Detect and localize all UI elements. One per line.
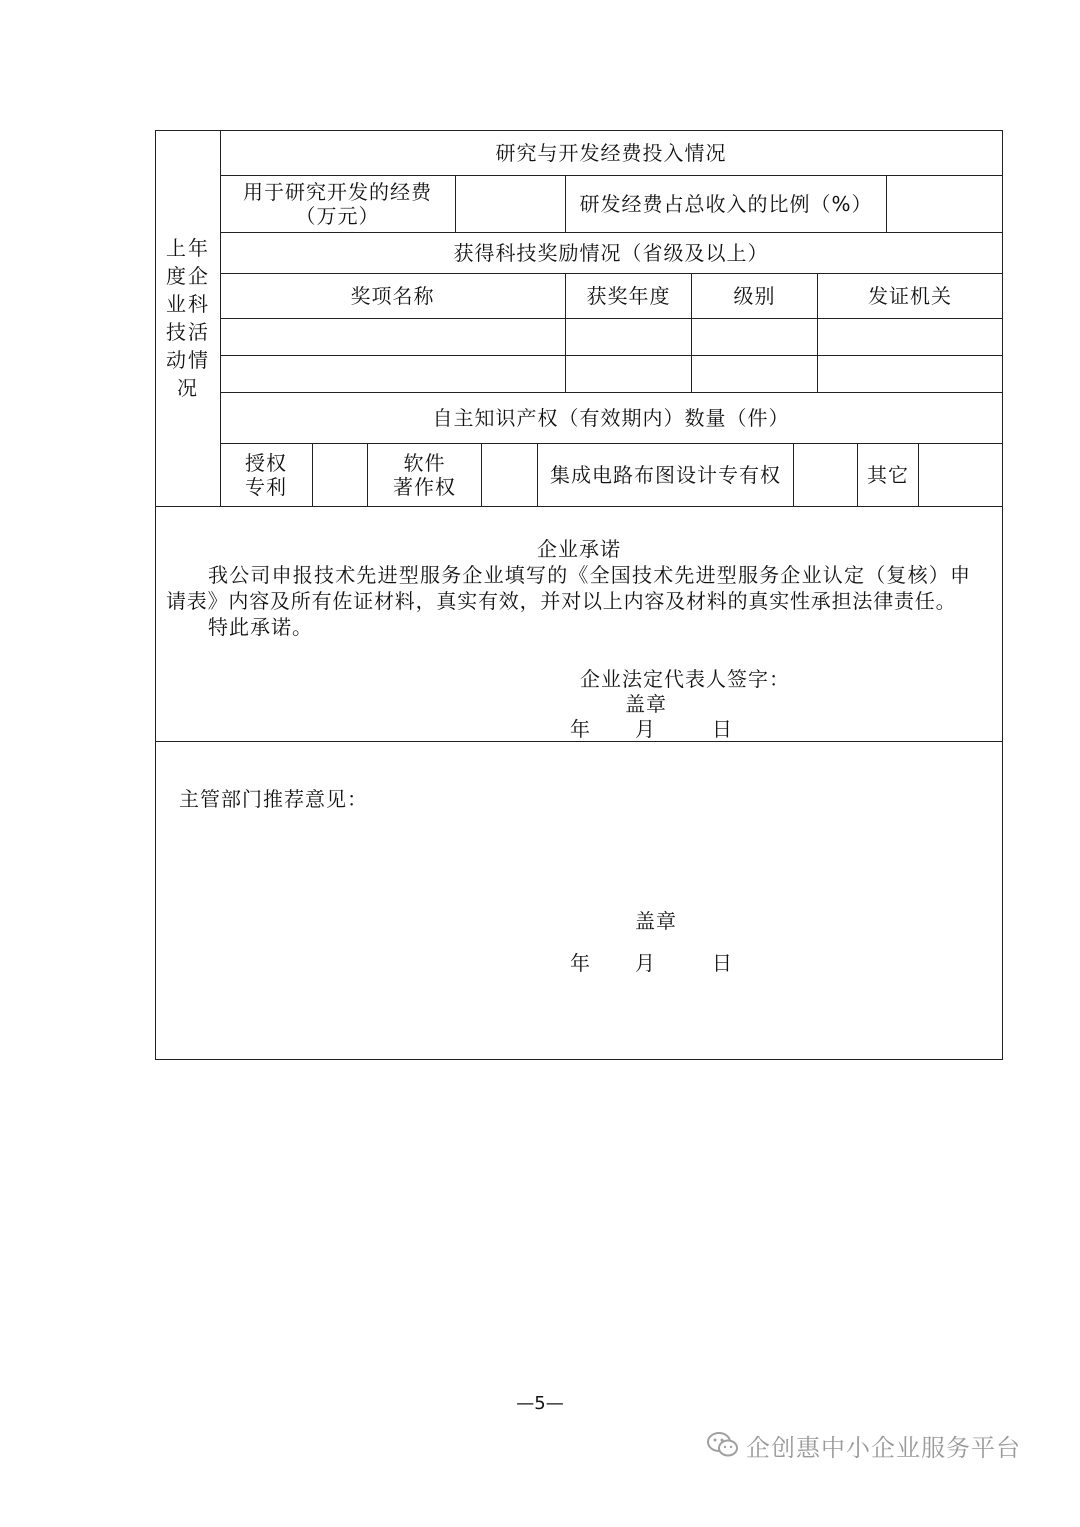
recommend-month: 月 bbox=[635, 951, 656, 975]
ip-software-value[interactable] bbox=[482, 444, 537, 506]
pledge-year: 年 bbox=[570, 717, 591, 741]
recommend-input-area[interactable] bbox=[156, 820, 1002, 900]
recommend-seal: 盖章 bbox=[635, 909, 677, 933]
ip-ic-label: 集成电路布图设计专有权 bbox=[550, 462, 781, 487]
pledge-line-3: 特此承诺。 bbox=[208, 615, 313, 639]
rd-expense-label: 用于研究开发的经费 bbox=[243, 179, 432, 204]
award-header-name: 奖项名称 bbox=[350, 283, 435, 308]
ip-title: 自主知识产权（有效期内）数量（件） bbox=[432, 405, 790, 430]
pledge-title: 企业承诺 bbox=[537, 537, 621, 561]
ip-other-label: 其它 bbox=[867, 462, 909, 487]
pledge-month: 月 bbox=[635, 717, 656, 741]
ip-software-label: 软件 bbox=[403, 450, 446, 475]
award-header-issuer: 发证机关 bbox=[868, 283, 952, 308]
page-number: —5— bbox=[516, 1393, 564, 1414]
rd-title: 研究与开发经费投入情况 bbox=[495, 140, 727, 165]
ip-other-value[interactable] bbox=[919, 444, 1002, 506]
watermark-text: 企创惠中小企业服务平台 bbox=[746, 1433, 1021, 1462]
pledge-signature-label: 企业法定代表人签字： bbox=[580, 667, 790, 691]
ip-patent-label: 授权 bbox=[245, 450, 287, 475]
pledge-line-2: 请表》内容及所有佐证材料，真实有效，并对以上内容及材料的真实性承担法律责任。 bbox=[166, 589, 957, 613]
ip-patent-value[interactable] bbox=[313, 444, 367, 506]
award-header-level: 级别 bbox=[733, 283, 776, 308]
ip-patent-label-2: 专利 bbox=[245, 474, 287, 499]
section-side-label: 上年度企业科技活动情况 bbox=[166, 236, 210, 400]
recommend-label: 主管部门推荐意见： bbox=[179, 787, 368, 811]
pledge-line-1: 我公司申报技术先进型服务企业填写的《全国技术先进型服务企业认定（复核）申 bbox=[208, 563, 972, 587]
award-header-year: 获奖年度 bbox=[586, 283, 671, 308]
recommend-year: 年 bbox=[570, 951, 591, 975]
ip-software-label-2: 著作权 bbox=[393, 474, 456, 499]
rd-expense-unit: （万元） bbox=[295, 203, 380, 228]
watermark bbox=[706, 1427, 1021, 1463]
recommend-day: 日 bbox=[712, 951, 733, 975]
ip-ic-value[interactable] bbox=[794, 444, 857, 506]
pledge-seal: 盖章 bbox=[625, 692, 667, 716]
award-title: 获得科技奖励情况（省级及以上） bbox=[453, 240, 769, 265]
wechat-icon bbox=[706, 1430, 740, 1460]
award-row[interactable] bbox=[221, 319, 1002, 355]
award-row[interactable] bbox=[221, 356, 1002, 392]
pledge-day: 日 bbox=[712, 717, 733, 741]
rd-ratio-label: 研发经费占总收入的比例（%） bbox=[579, 191, 873, 216]
